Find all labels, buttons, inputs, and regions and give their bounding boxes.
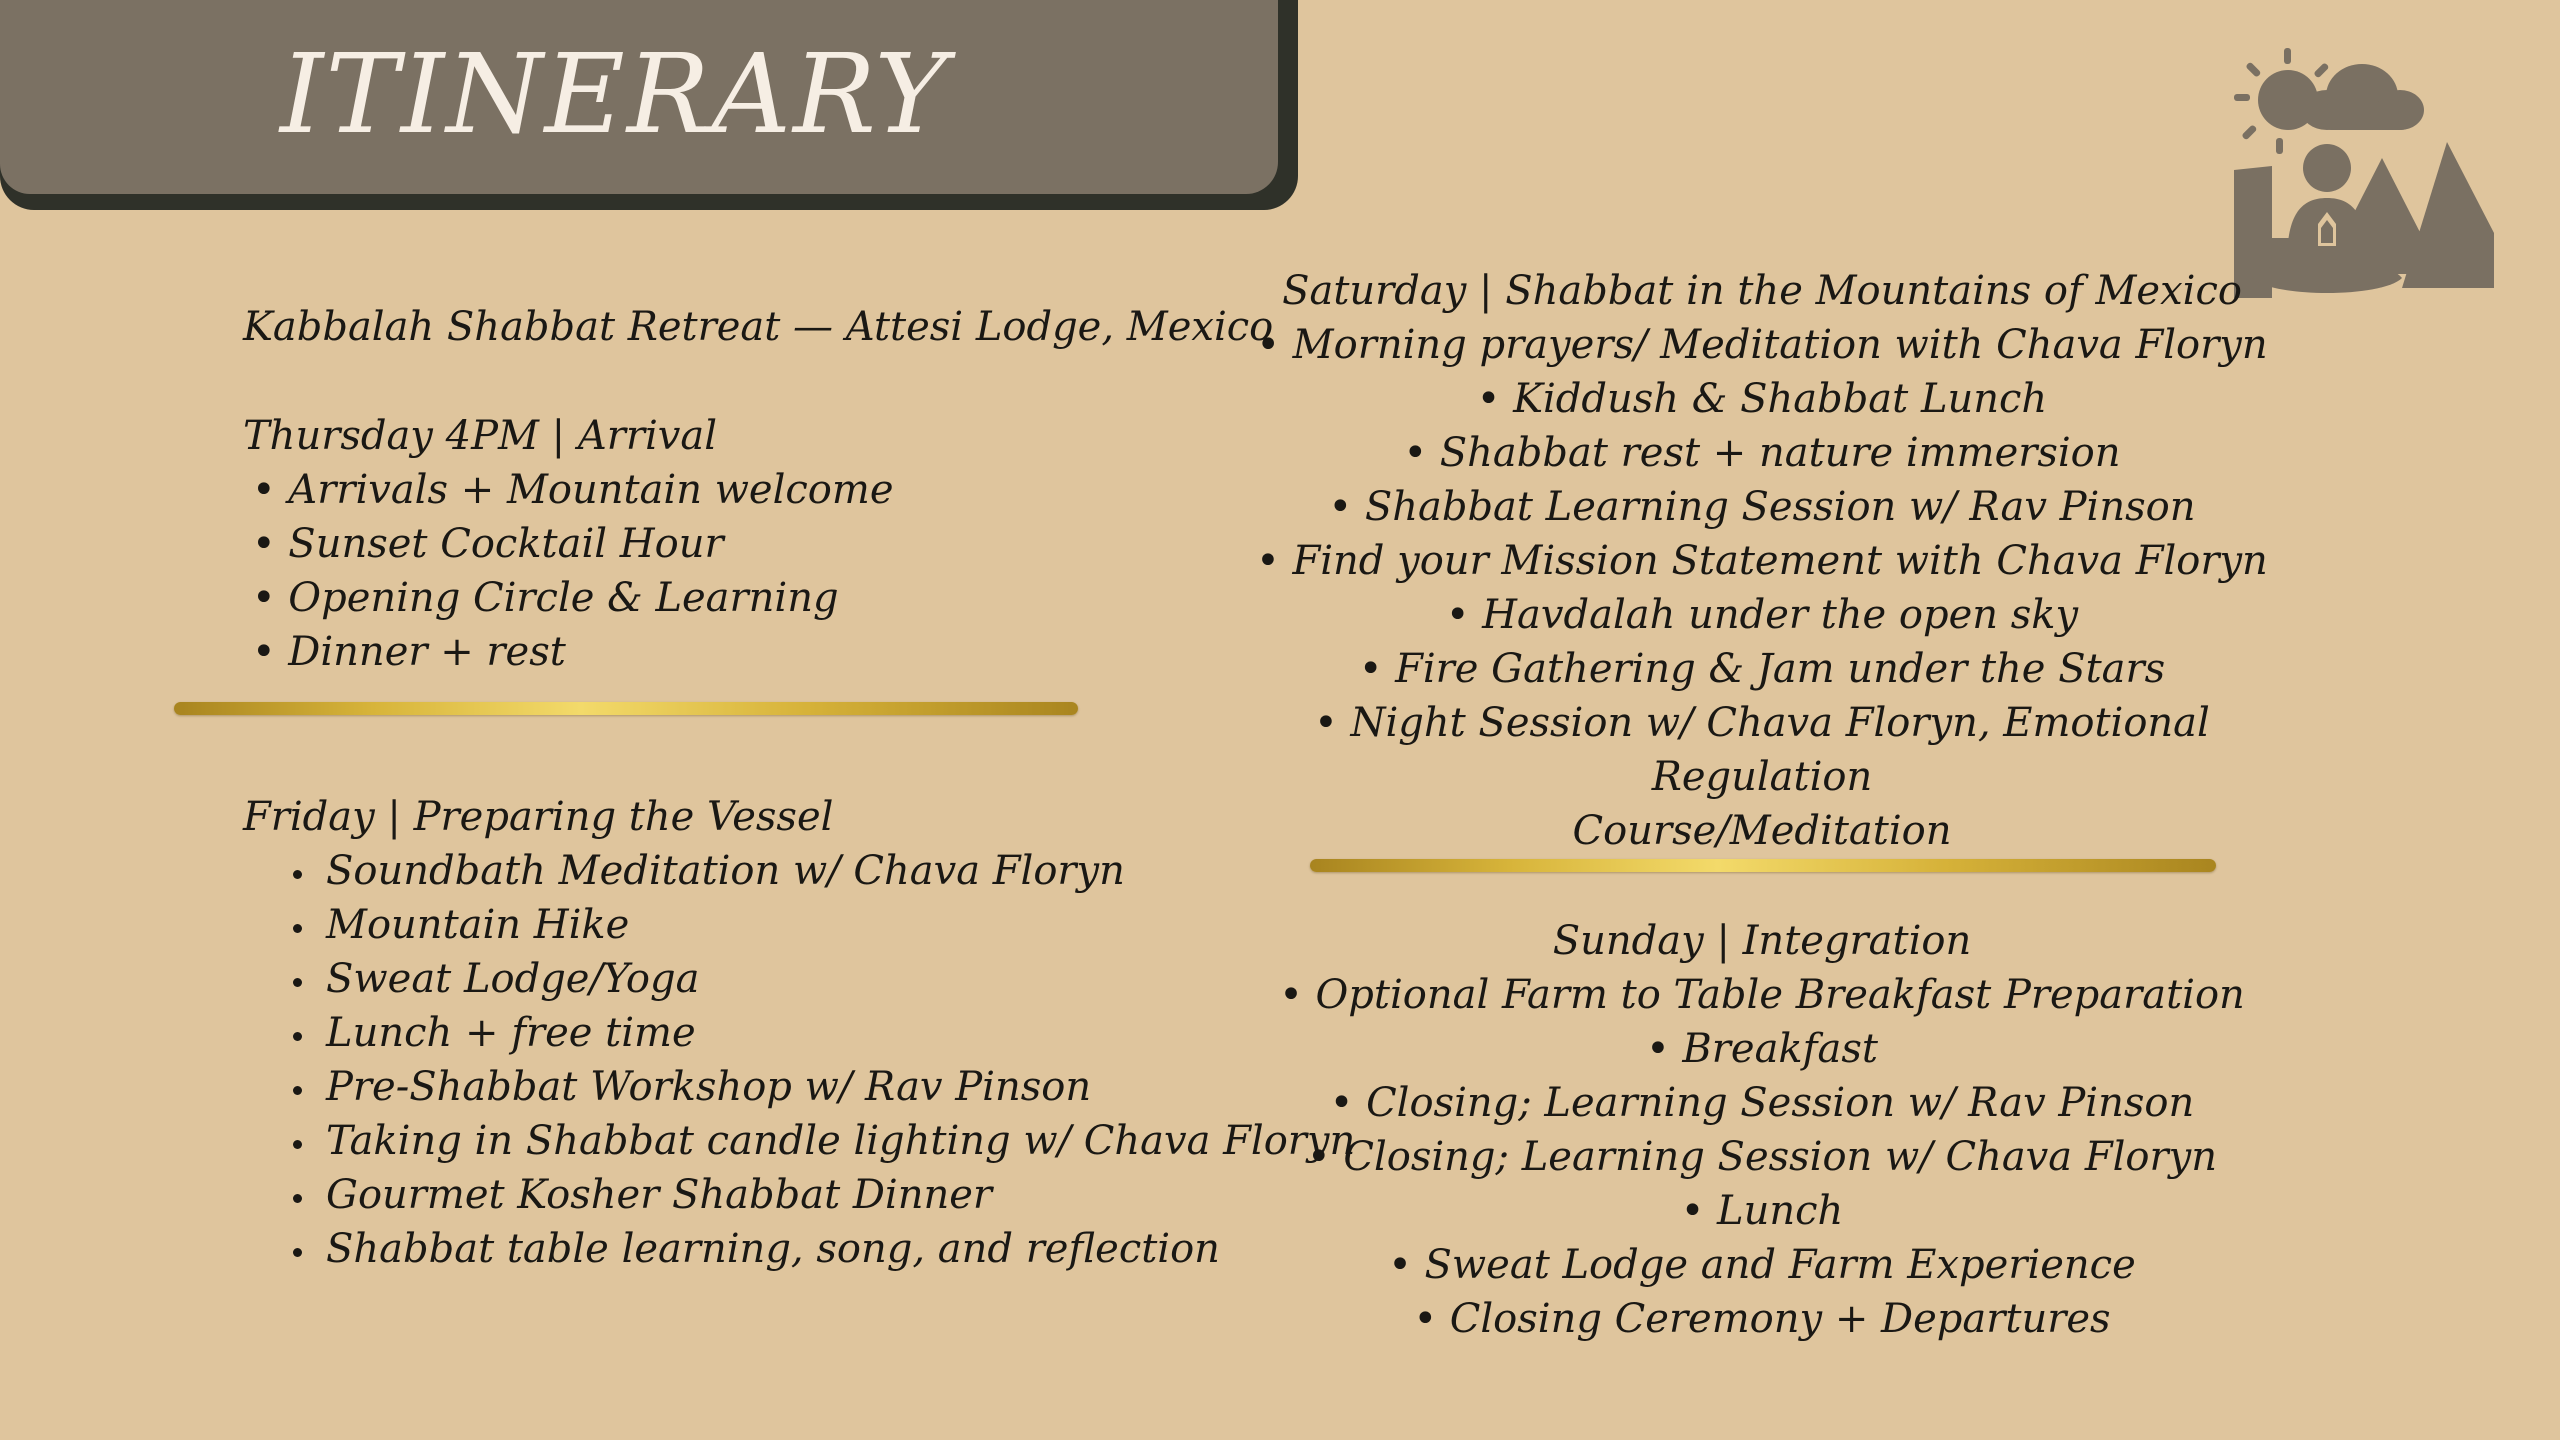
list-item: • Night Session w/ Chava Floryn, Emotional Regulation — [1314, 700, 2210, 800]
sunday-heading: Sunday | Integration — [1552, 918, 1972, 964]
list-item: • Morning prayers/ Meditation with Chava Floryn — [1256, 322, 2268, 368]
list-item: • Dinner + rest — [252, 629, 566, 675]
list-item: • Soundbath Meditation w/ Chava Floryn — [318, 844, 1355, 898]
list-item: • Sweat Lodge/Yoga — [318, 952, 1355, 1006]
list-item: • Sunset Cocktail Hour — [252, 521, 724, 567]
list-item: • Pre-Shabbat Workshop w/ Rav Pinson — [318, 1060, 1355, 1114]
thursday-list — [252, 463, 893, 679]
saturday-section — [1242, 264, 2282, 858]
saturday-heading: Saturday | Shabbat in the Mountains of Mexico — [1282, 268, 2242, 314]
thursday-heading: Thursday 4PM | Arrival — [243, 413, 718, 459]
friday-section — [243, 790, 1355, 1276]
list-item: • Taking in Shabbat candle lighting w/ Chava Floryn — [318, 1114, 1355, 1168]
sunday-section — [1242, 914, 2282, 1346]
list-item-continuation: Course/Meditation — [1572, 808, 1952, 854]
list-item: • Shabbat table learning, song, and reflection — [318, 1222, 1355, 1276]
gold-divider-left — [174, 702, 1078, 715]
list-item: • Havdalah under the open sky — [1445, 592, 2079, 638]
list-item: • Closing; Learning Session w/ Chava Floryn — [1307, 1134, 2217, 1180]
list-item: • Sweat Lodge and Farm Experience — [1388, 1242, 2136, 1288]
title-banner — [0, 0, 1300, 212]
list-item: • Lunch — [1680, 1188, 1844, 1234]
list-item: • Find your Mission Statement with Chava Floryn — [1256, 538, 2268, 584]
list-item: • Optional Farm to Table Breakfast Preparation — [1279, 972, 2245, 1018]
list-item: • Shabbat rest + nature immersion — [1403, 430, 2121, 476]
list-item: • Shabbat Learning Session w/ Rav Pinson — [1328, 484, 2196, 530]
list-item: • Closing; Learning Session w/ Rav Pinson — [1329, 1080, 2195, 1126]
list-item: • Gourmet Kosher Shabbat Dinner — [318, 1168, 1355, 1222]
thursday-section — [243, 409, 893, 679]
friday-heading: Friday | Preparing the Vessel — [243, 794, 834, 840]
friday-list — [243, 844, 1355, 1276]
page-title: ITINERARY — [280, 30, 950, 158]
list-item: • Kiddush & Shabbat Lunch — [1476, 376, 2048, 422]
retreat-subtitle: Kabbalah Shabbat Retreat — Attesi Lodge, Mexico — [243, 304, 1274, 350]
list-item: • Fire Gathering & Jam under the Stars — [1358, 646, 2166, 692]
list-item: • Closing Ceremony + Departures — [1413, 1296, 2111, 1342]
list-item: • Arrivals + Mountain welcome — [252, 467, 894, 513]
gold-divider-right — [1310, 859, 2216, 872]
list-item: • Mountain Hike — [318, 898, 1355, 952]
list-item: • Breakfast — [1646, 1026, 1878, 1072]
list-item: • Opening Circle & Learning — [252, 575, 839, 621]
list-item: • Lunch + free time — [318, 1006, 1355, 1060]
